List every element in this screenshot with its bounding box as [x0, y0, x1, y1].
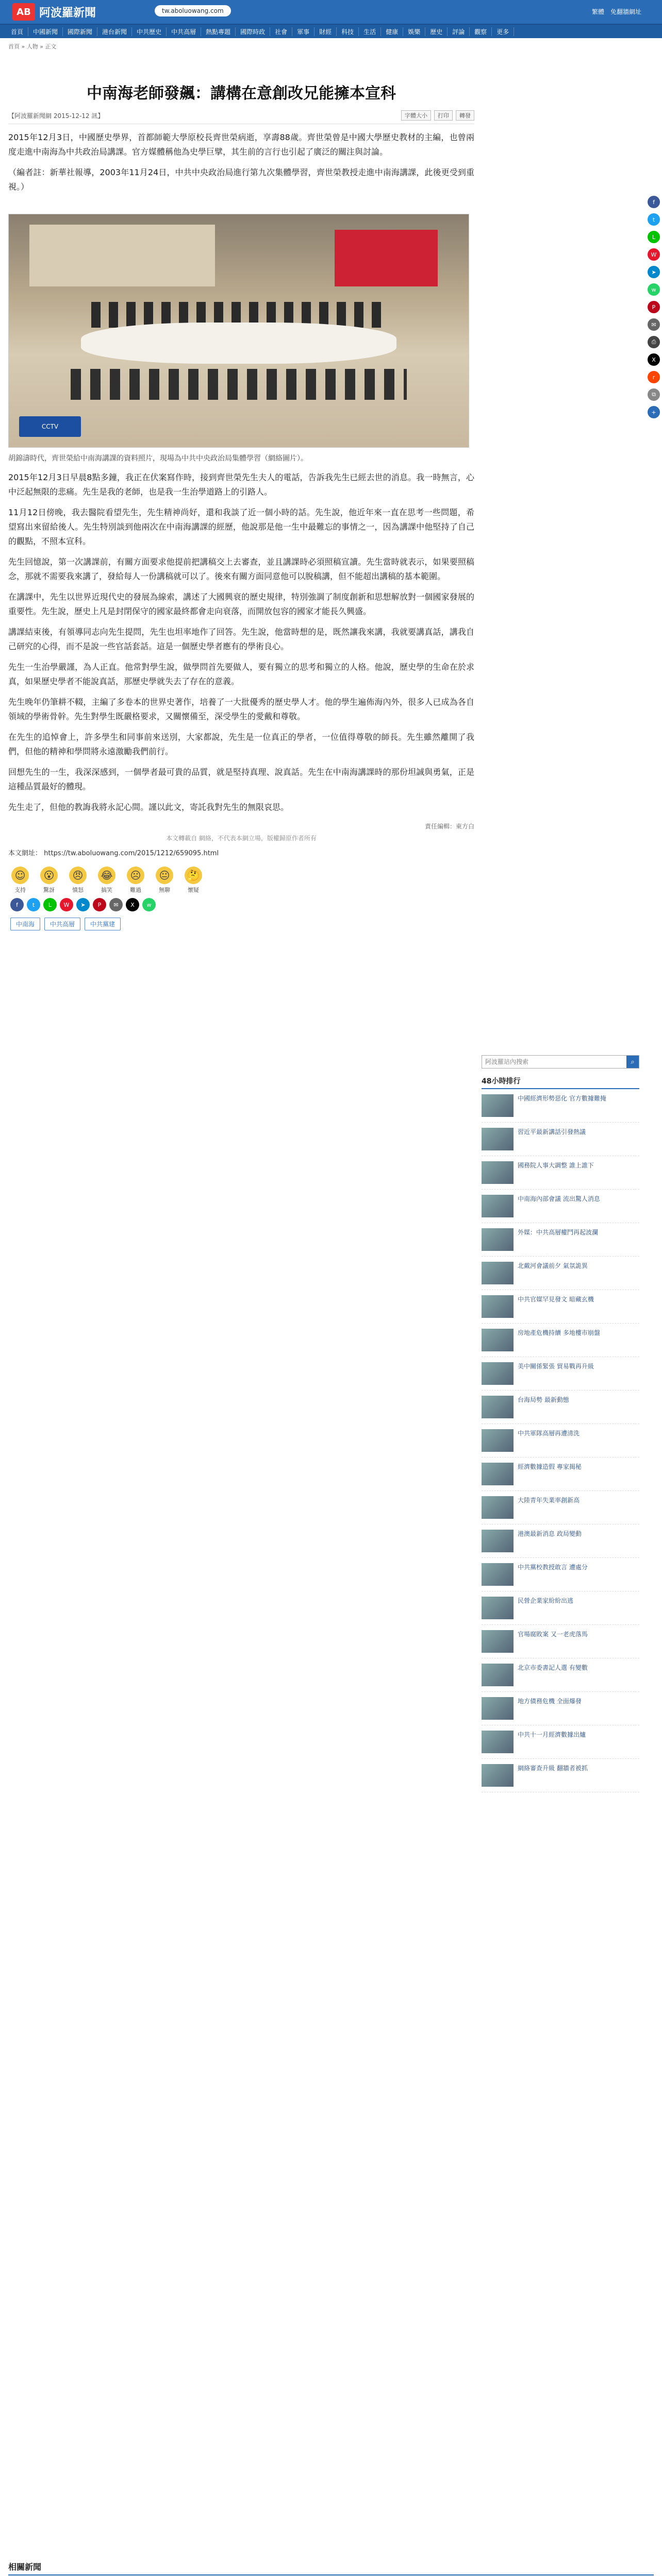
article-body — [8, 470, 474, 815]
rank-thumbnail[interactable] — [482, 1664, 514, 1686]
search-input[interactable] — [482, 1056, 626, 1068]
nav-item[interactable]: 科技 — [337, 27, 359, 36]
float-telegram-icon[interactable]: ➤ — [648, 266, 660, 278]
reaction-button[interactable] — [185, 867, 202, 894]
float-pinterest-icon[interactable]: P — [648, 301, 660, 313]
rank-thumbnail[interactable] — [482, 1396, 514, 1418]
nav-item[interactable]: 娛樂 — [403, 27, 425, 36]
rank-title-text[interactable]: 台海局勢 最新動態 — [518, 1396, 569, 1403]
nav-item[interactable]: 中國新聞 — [28, 27, 63, 36]
float-x-icon[interactable]: X — [648, 353, 660, 366]
rank-item[interactable] — [482, 1625, 639, 1658]
nav-item[interactable]: 財經 — [315, 27, 337, 36]
nav-item[interactable]: 國際時政 — [236, 27, 270, 36]
forward-button[interactable]: 轉發 — [456, 110, 474, 121]
reaction-label: 搞笑 — [101, 887, 112, 894]
reaction-button[interactable] — [69, 867, 87, 894]
rank-thumbnail[interactable] — [482, 1630, 514, 1653]
weibo-icon[interactable]: W — [60, 898, 73, 911]
rank-thumbnail[interactable] — [482, 1496, 514, 1519]
emoji-icon: 🤔 — [185, 867, 202, 884]
emoji-icon: 😂 — [98, 867, 115, 884]
rank-item[interactable] — [482, 1190, 639, 1223]
rank-title-text[interactable]: 外媒：中共高層權鬥再起波瀾 — [518, 1229, 599, 1236]
link-traditional[interactable]: 繁體 — [591, 8, 604, 15]
rank-title-text[interactable]: 北戴河會議前夕 氣氛詭異 — [518, 1262, 588, 1269]
rank-item[interactable] — [482, 1591, 639, 1625]
tag-link[interactable]: 中共黨建 — [85, 918, 121, 930]
tag-list — [10, 918, 474, 930]
top-bar — [0, 0, 662, 25]
article-paragraph: 先生走了，但他的教誨我將永記心間。謹以此文，寄託我對先生的無限哀思。 — [8, 802, 289, 812]
font-size-button[interactable]: 字體大小 — [401, 110, 431, 121]
nav-item[interactable]: 國際新聞 — [63, 27, 97, 36]
emoji-icon: ☺ — [11, 867, 29, 884]
telegram-icon[interactable]: ➤ — [76, 898, 90, 911]
rank-title-text[interactable]: 美中關係緊張 貿易戰再升級 — [518, 1363, 594, 1370]
photo-attendees-front — [71, 369, 407, 400]
article-photo — [8, 214, 469, 448]
rank-thumbnail[interactable] — [482, 1362, 514, 1385]
rank-title-text[interactable]: 中共十一月經濟數據出爐 — [518, 1731, 586, 1738]
nav-item[interactable]: 歷史 — [425, 27, 448, 36]
rank-thumbnail[interactable] — [482, 1530, 514, 1552]
link-mirror[interactable]: 免翻牆網址 — [610, 8, 641, 15]
article-paragraph: 在先生的追悼會上，許多學生和同事前來送別，大家都說，先生是一位真正的學者，一位值得尊敬的師長。先生雖然離開了我們，但他的精神和學問將永遠激勵我們前行。 — [8, 732, 474, 757]
rank-thumbnail[interactable] — [482, 1128, 514, 1150]
rank-item[interactable] — [482, 1458, 639, 1491]
nav-item[interactable]: 中共高層 — [167, 27, 201, 36]
rank-item[interactable] — [482, 1223, 639, 1257]
sidebar-search — [482, 1055, 639, 1069]
reaction-button[interactable] — [98, 867, 115, 894]
emoji-icon: 😮 — [40, 867, 58, 884]
rank-title-text[interactable]: 中共黨校教授敢言 遭處分 — [518, 1564, 588, 1571]
rank-title-text[interactable]: 網絡審查升級 翻牆者被抓 — [518, 1765, 588, 1772]
photo-table — [81, 323, 396, 364]
rank-title-text[interactable]: 中南海內部會議 流出驚人消息 — [518, 1195, 600, 1202]
email-icon[interactable]: ✉ — [109, 898, 123, 911]
article-paragraph: 回想先生的一生，我深深感到，一個學者最可貴的品質，就是堅持真理、說真話。先生在中南海講課時的那份坦誠與勇氣，正是這種品質最好的體現。 — [8, 767, 474, 792]
nav-item[interactable]: 中共歷史 — [132, 27, 167, 36]
float-twitter-icon[interactable]: t — [648, 213, 660, 226]
search-icon[interactable]: ⌕ — [626, 1056, 639, 1068]
article-meta — [8, 110, 474, 124]
rank-item[interactable] — [482, 1692, 639, 1725]
float-reddit-icon[interactable]: r — [648, 371, 660, 383]
nav-item[interactable]: 評論 — [448, 27, 470, 36]
tag-link[interactable]: 中共高層 — [44, 918, 80, 930]
rank-thumbnail[interactable] — [482, 1228, 514, 1251]
rank-item[interactable] — [482, 1290, 639, 1324]
whatsapp-icon[interactable]: w — [142, 898, 156, 911]
emoji-icon: 😐 — [156, 867, 173, 884]
photo-caption: 胡錦濤時代，齊世榮給中南海講課的資料照片，現場為中共中央政治局集體學習（網絡圖片）。 — [8, 454, 308, 463]
article-paragraph: 2015年12月3日早晨8點多鐘，我正在伏案寫作時，接到齊世榮先生夫人的電話，告訴我先生已經去世的消息。我一時無言，心中泛起無限的悲痛。先生是我的老師，也是我一生治學道路上的引路人。 — [8, 472, 474, 497]
disclaimer: 本文轉載自 網絡，不代表本網立場，版權歸原作者所有 — [166, 835, 317, 842]
twitter-icon[interactable]: t — [27, 898, 40, 911]
nav-item[interactable]: 港台新聞 — [97, 27, 132, 36]
rank-thumbnail[interactable] — [482, 1429, 514, 1452]
article-paragraph: 在講課中，先生以世界近現代史的發展為線索，講述了大國興衰的歷史規律，特別強調了制度創新和思想解放對一個國家發展的重要性。先生說，歷史上凡是封閉保守的國家最終都會走向衰落，而開放包容的國家才能長久興盛。 — [8, 592, 474, 617]
float-line-icon[interactable]: L — [648, 231, 660, 243]
rank-item[interactable] — [482, 1491, 639, 1524]
rank-item[interactable] — [482, 1257, 639, 1290]
rank-thumbnail[interactable] — [482, 1597, 514, 1619]
nav-item[interactable]: 更多 — [492, 27, 514, 36]
nav-item[interactable]: 軍事 — [292, 27, 315, 36]
rank-thumbnail[interactable] — [482, 1563, 514, 1586]
rank-item[interactable] — [482, 1524, 639, 1558]
nav-item[interactable]: 健康 — [381, 27, 403, 36]
reaction-button[interactable] — [127, 867, 144, 894]
article-tools — [401, 110, 474, 121]
float-whatsapp-icon[interactable]: w — [648, 283, 660, 296]
url-label: 本文網址： — [8, 850, 42, 858]
reaction-label: 懷疑 — [188, 887, 199, 894]
article-lead: 2015年12月3日，中國歷史學界，首都師範大學原校長齊世榮病逝，享壽88歲。齊世榮曾是中國大學歷史教材的主編，也曾兩度走進中南海為中共政治局講課。官方媒體稱他為史學巨擘，其生前的言行也引起了廣泛的關注與討論。 — [8, 132, 474, 157]
float-copy-link-icon[interactable]: ⧉ — [648, 388, 660, 401]
breadcrumb: 首頁 » 人物 » 正文 — [8, 43, 57, 50]
rank-item[interactable] — [482, 1658, 639, 1692]
sidebar — [482, 1055, 639, 1792]
rank-list — [482, 1089, 639, 1792]
nav-item[interactable]: 熱點專題 — [201, 27, 236, 36]
rank-title-text[interactable]: 港澳最新消息 政局變動 — [518, 1530, 582, 1537]
rank-thumbnail[interactable] — [482, 1295, 514, 1318]
rank-item[interactable] — [482, 1156, 639, 1190]
reaction-button[interactable] — [11, 867, 29, 894]
rank-item[interactable] — [482, 1725, 639, 1759]
rank-title: 48小時排行 — [482, 1076, 639, 1089]
rank-title-text[interactable]: 中國經濟形勢惡化 官方數據難掩 — [518, 1095, 606, 1102]
reaction-label: 驚訝 — [43, 887, 55, 894]
nav-item[interactable]: 觀察 — [470, 27, 492, 36]
reaction-label: 無聊 — [159, 887, 170, 894]
rank-thumbnail[interactable] — [482, 1697, 514, 1720]
emoji-icon: ☹ — [127, 867, 144, 884]
rank-title-text[interactable]: 官場腐敗案 又一老虎落馬 — [518, 1631, 588, 1638]
float-print-icon[interactable]: ⎙ — [648, 336, 660, 348]
reaction-button[interactable] — [40, 867, 58, 894]
top-links — [592, 7, 641, 16]
x-icon[interactable]: X — [126, 898, 139, 911]
rank-title-text[interactable]: 經濟數據造假 專家揭秘 — [518, 1463, 582, 1470]
article-source: 【阿波羅新聞網 2015-12-12 訊】 — [8, 112, 104, 120]
article-title: 中南海老師發飆：講構在意創改兄能擁本宣科 — [87, 84, 396, 103]
rank-item[interactable] — [482, 1759, 639, 1792]
article-url — [8, 848, 474, 857]
article-note: （編者註：新華社報導，2003年11月24日，中共中央政治局進行第九次集體學習，齊世榮教授走進中南海講課，此後更受到重視。） — [8, 167, 474, 192]
nav-item[interactable]: 首頁 — [6, 27, 28, 36]
float-facebook-icon[interactable]: f — [648, 196, 660, 208]
reaction-bar — [11, 867, 474, 894]
logo-badge: AB — [12, 3, 35, 21]
print-button[interactable]: 打印 — [434, 110, 453, 121]
article-paragraph: 先生晚年仍筆耕不輟，主編了多卷本的世界史著作，培養了一大批優秀的歷史學人才。他的學生遍佈海內外，很多人已成為各自領域的學術骨幹。先生對學生既嚴格要求，又關懷備至，深受學生的愛戴和尊敬。 — [8, 697, 474, 722]
emoji-icon: 😠 — [69, 867, 87, 884]
rank-thumbnail[interactable] — [482, 1731, 514, 1753]
domain-label: tw.aboluowang.com — [155, 5, 231, 16]
photo-watermark: CCTV — [19, 416, 81, 437]
rank-title-text[interactable]: 國務院人事大調整 誰上誰下 — [518, 1162, 594, 1169]
rank-thumbnail[interactable] — [482, 1094, 514, 1117]
rank-item[interactable] — [482, 1424, 639, 1458]
float-weibo-icon[interactable]: W — [648, 248, 660, 261]
photo-flag — [335, 230, 438, 286]
rank-thumbnail[interactable] — [482, 1161, 514, 1184]
rank-item[interactable] — [482, 1357, 639, 1391]
rank-title-text[interactable]: 大陸青年失業率創新高 — [518, 1497, 580, 1504]
rank-title-text[interactable]: 中共官媒罕見發文 暗藏玄機 — [518, 1296, 594, 1303]
rank-item[interactable] — [482, 1558, 639, 1591]
rank-title-text[interactable]: 房地產危機持續 多地樓市崩盤 — [518, 1329, 600, 1336]
line-icon[interactable]: L — [43, 898, 57, 911]
article-paragraph: 11月12日傍晚，我去醫院看望先生，先生精神尚好，還和我談了近一個小時的話。先生說，他近年來一直在思考一些問題，希望寫出來留給後人。先生特別談到他兩次在中南海講課的經歷，他說那是他一生中最難忘的事情之一，因為講課中他堅持了自己的觀點，不照本宣科。 — [8, 507, 474, 547]
reaction-label: 憤怒 — [72, 887, 84, 894]
rank-thumbnail[interactable] — [482, 1262, 514, 1284]
site-logo[interactable] — [12, 2, 96, 22]
article-paragraph: 講課結束後，有領導同志向先生提問，先生也坦率地作了回答。先生說，他當時想的是，既然讓我來講，我就要講真話，講我自己研究的心得，而不是說一些官話套話。這是一個歷史學者應有的學術良心。 — [8, 627, 474, 652]
share-bar — [10, 898, 474, 911]
related-news — [8, 2561, 654, 2576]
rank-title-text[interactable]: 民營企業家紛紛出逃 — [518, 1597, 574, 1604]
tag-link[interactable]: 中南海 — [10, 918, 40, 930]
rank-title-text[interactable]: 地方債務危機 全面爆發 — [518, 1698, 582, 1705]
float-more-icon[interactable]: + — [648, 406, 660, 418]
reaction-button[interactable] — [156, 867, 173, 894]
rank-item[interactable] — [482, 1089, 639, 1123]
article — [8, 52, 474, 930]
rank-title-text[interactable]: 習近平最新講話引發熱議 — [518, 1128, 586, 1136]
reaction-label: 難過 — [130, 887, 141, 894]
article-paragraph: 先生一生治學嚴謹，為人正直。他常對學生說，做學問首先要做人，要有獨立的思考和獨立的人格。他說，歷史學的生命在於求真，如果歷史學者不能說真話，那歷史學就失去了存在的意義。 — [8, 662, 474, 687]
rank-item[interactable] — [482, 1123, 639, 1156]
reaction-label: 支持 — [14, 887, 26, 894]
rank-thumbnail[interactable] — [482, 1329, 514, 1351]
nav-item[interactable]: 社會 — [270, 27, 292, 36]
float-email-icon[interactable]: ✉ — [648, 318, 660, 331]
main-nav — [0, 25, 662, 38]
related-title: 相關新聞 — [8, 2561, 654, 2575]
rank-thumbnail[interactable] — [482, 1195, 514, 1217]
nav-item[interactable]: 生活 — [359, 27, 381, 36]
rank-title-text[interactable]: 北京市委書記人選 有變數 — [518, 1664, 588, 1671]
logo-text: 阿波羅新聞 — [39, 6, 96, 20]
rank-thumbnail[interactable] — [482, 1764, 514, 1787]
floating-share-bar — [648, 196, 660, 418]
pinterest-icon[interactable]: P — [93, 898, 106, 911]
rank-title-text[interactable]: 中共軍隊高層再遭清洗 — [518, 1430, 580, 1437]
url-value[interactable]: https://tw.aboluowang.com/2015/1212/659095.html — [44, 850, 219, 858]
editor: 責任編輯：東方白 — [424, 823, 474, 831]
rank-item[interactable] — [482, 1391, 639, 1424]
photo-backdrop — [29, 225, 215, 286]
rank-thumbnail[interactable] — [482, 1463, 514, 1485]
article-paragraph: 先生回憶說，第一次講課前，有關方面要求他提前把講稿交上去審查，並且講課時必須照稿宣讀。先生當時就表示，如果要照稿念，那就不需要我來講了，發給每人一份講稿就可以了。後來有關方面同意他可以脫稿講，但不能超出講稿的基本範圍。 — [8, 557, 474, 582]
facebook-icon[interactable]: f — [10, 898, 24, 911]
rank-item[interactable] — [482, 1324, 639, 1357]
